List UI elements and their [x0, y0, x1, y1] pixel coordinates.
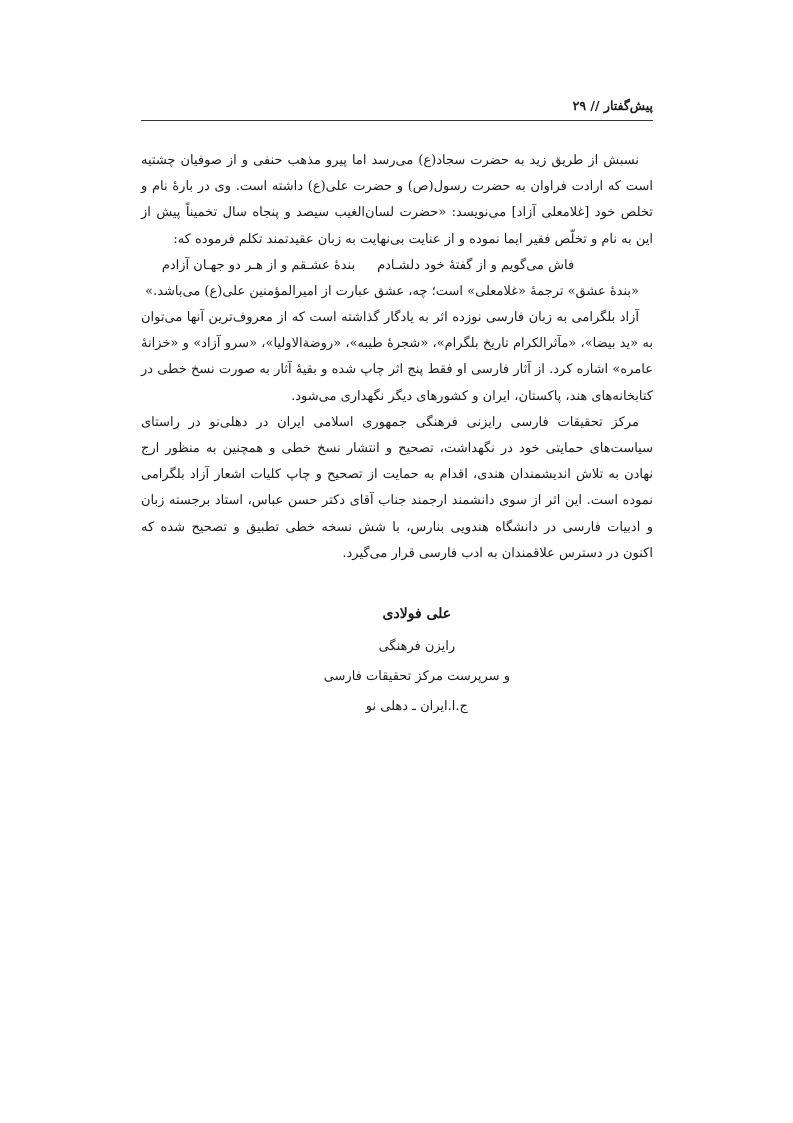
signature-block	[324, 600, 510, 722]
body-text	[141, 148, 653, 567]
paragraph-4: مرکز تحقیقات فارسی رایزنی فرهنگی جمهوری اسلامی ایران در دهلی‌نو در راستای سیاست‌های حمایتی خود در نگهداشت، تصحیح و انتشار نسخ خطی و همچنین به منظور ارج نهادن به تلاش اندیشمندان هندی، اقدام به حمایت از تصحیح و چاپ کلیات اشعار آزاد بلگرامی نموده است. این اثر از سوی دانشمند ارجمند جناب آقای دکتر حسن عباس، استاد برجسته زبان و ادبیات فارسی در دانشگاه هندویی بنارس، با شش نسخه خطی تطبیق و تصحیح شده که اکنون در دسترس علاقمندان به ادب فارسی قرار می‌گیرد.	[141, 414, 653, 561]
running-head: پیش‌گفتار // ۲۹	[572, 98, 653, 113]
verse-hemistich-1: فاش می‌گویم و از گفتهٔ خود دلشـادم	[377, 257, 575, 273]
verse	[141, 253, 653, 279]
header-rule	[141, 120, 653, 121]
signature-title: رایزن فرهنگی	[378, 639, 456, 654]
paragraph-1: نسبش از طریق زید به حضرت سجاد(ع) می‌رسد اما پیرو مذهب حنفی و از صوفیان چشتیه است که ارادت فراوان به حضرت رسول(ص) و حضرت علی(ع) داشته است. وی در بارهٔ نام و تخلص خود [غلامعلی آزاد] می‌نویسد: «حضرت لسان‌الغیب سیصد و پنجاه سال تخمیناً پیش از این به نام و تخلّص فقیر ایما نموده و از عنایت بی‌نهایت به زبان عقیدتمند تکلم فرموده که:	[141, 153, 653, 247]
signature-role: و سرپرست مرکز تحقیقات فارسی	[323, 669, 510, 684]
paragraph-2: «بندهٔ عشق» ترجمهٔ «غلامعلی» است؛ چه، عشق عبارت از امیرالمؤمنین علی(ع) می‌باشد.»	[145, 283, 639, 299]
signature-name: علی فولادی	[382, 606, 452, 622]
verse-hemistich-2: بندهٔ عشـقم و از هـر دو جهـان آزادم	[161, 257, 356, 273]
signature-location: ج.ا.ایران ـ دهلی نو	[365, 699, 468, 714]
paragraph-3: آزاد بلگرامی به زبان فارسی نوزده اثر به یادگار گذاشته است که از معروف‌ترین آنها می‌توان به «ید بیضا»، «مآثرالکرام تاریخ بلگرام»، «شجرهٔ طیبه»، «روضةالاولیا»، «سرو آزاد» و «خزانهٔ عامره» اشاره کرد. از آثار فارسی او فقط پنج اثر چاپ شده و بقیهٔ آثار به صورت نسخ خطی در کتابخانه‌های هند، پاکستان، ایران و کشورهای دیگر نگهداری می‌شود.	[141, 310, 653, 404]
page-header	[141, 96, 653, 122]
